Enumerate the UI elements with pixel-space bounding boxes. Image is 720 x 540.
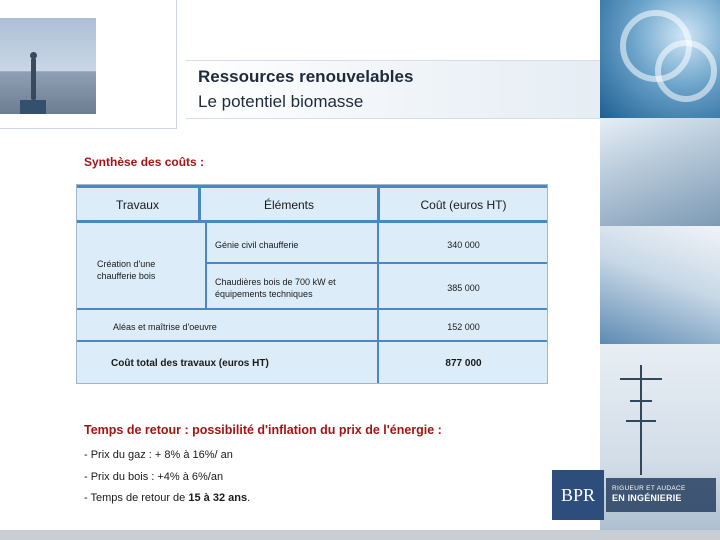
- divider-horizontal: [0, 128, 177, 129]
- bullet-gas: - Prix du gaz : + 8% à 16%/ an: [84, 449, 233, 461]
- header-travaux: Travaux: [116, 198, 159, 212]
- header-elements: Éléments: [263, 198, 315, 212]
- photo-strip: [600, 0, 720, 540]
- header-cout: Coût (euros HT): [420, 198, 507, 212]
- bpr-logo: BPR: [552, 470, 604, 520]
- row-cost-1: 340 000: [447, 240, 480, 250]
- bullet-wood: - Prix du bois : +4% à 6%/an: [84, 471, 224, 483]
- notes-title: Temps de retour : possibilité d'inflation du prix de l'énergie :: [84, 423, 442, 437]
- page-title: Ressources renouvelables: [198, 67, 414, 86]
- bullet-payback: - Temps de retour de 15 à 32 ans.: [84, 492, 251, 504]
- footer-bar: [0, 530, 720, 540]
- title-box: [186, 60, 606, 119]
- group-label: Création d'une chaufferie bois: [97, 259, 156, 281]
- section-label: Synthèse des coûts :: [84, 155, 205, 169]
- payback-range: 15 à 32 ans: [188, 492, 248, 504]
- row-element-1: Génie civil chaufferie: [215, 240, 299, 250]
- photo-laboratory: [600, 226, 720, 344]
- cost-table: [76, 184, 548, 384]
- person-figure: [31, 58, 36, 100]
- row-element-2: Chaudières bois de 700 kW et équipements techniques: [215, 277, 336, 299]
- page-subtitle: Le potentiel biomasse: [198, 92, 364, 111]
- row-cost-3: 152 000: [447, 322, 480, 332]
- divider-vertical: [176, 0, 177, 128]
- cube-shape: [20, 100, 46, 114]
- photo-workers: [600, 118, 720, 226]
- total-value: 877 000: [445, 358, 482, 369]
- row-cost-2: 385 000: [447, 283, 480, 293]
- total-label: Coût total des travaux (euros HT): [111, 358, 269, 369]
- header-photo: [0, 18, 96, 114]
- row-element-3: Aléas et maîtrise d'oeuvre: [113, 322, 217, 332]
- logo-tagline: RIGUEUR ET AUDACE EN INGÉNIERIE: [612, 485, 686, 503]
- photo-cables: [600, 0, 720, 118]
